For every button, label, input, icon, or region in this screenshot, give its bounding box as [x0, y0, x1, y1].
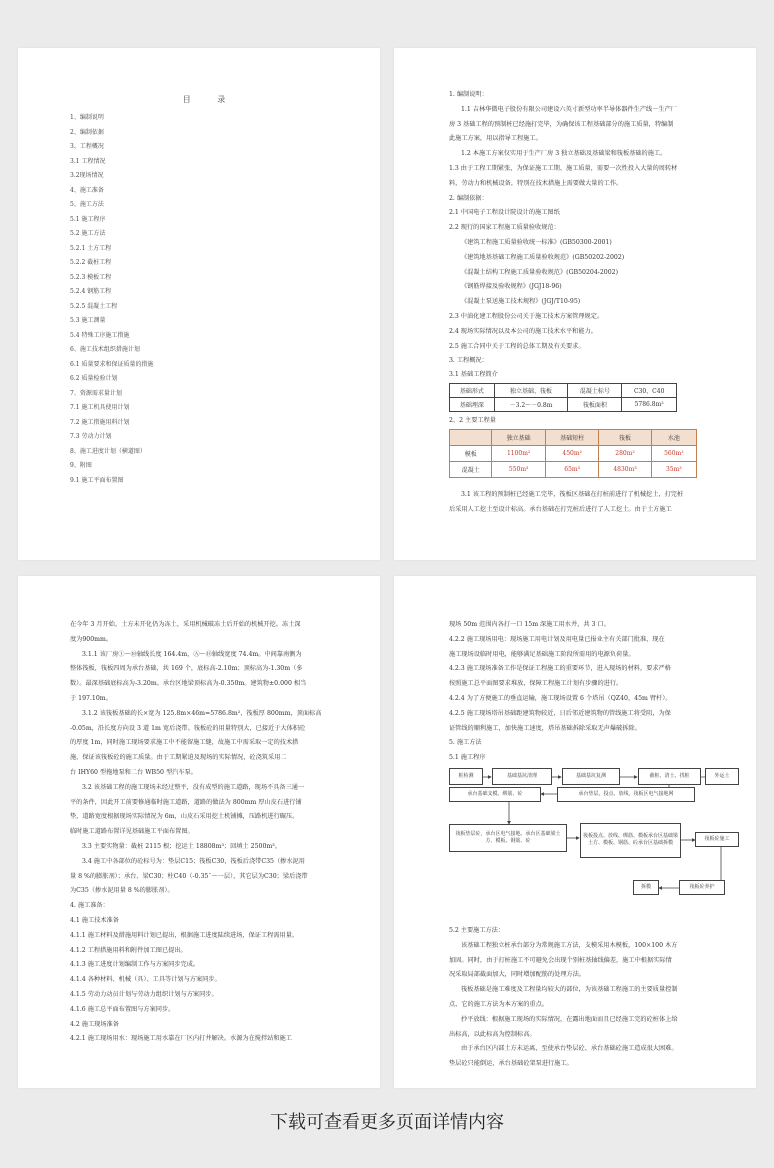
text-line: 4.1.2 工程措施用料和附件加工图已提出。	[70, 946, 187, 954]
quantity-table	[449, 429, 697, 478]
toc-list	[70, 111, 350, 488]
page-4	[394, 576, 756, 1088]
text-line: 《建筑地基基础工程施工质量验收规范》(GB50202-2002)	[461, 253, 625, 261]
text-line: 4.2.1 施工现场用水：现场施工用水靠在厂区内打井解决。水源为在搅拌站和施工	[70, 1035, 292, 1043]
toc-item: 4、施工准备	[70, 186, 104, 194]
flow-box-cap-formwork: 承台基础支模、绑筋、砼	[449, 787, 541, 802]
text-line: 3.1.1 该厂房①～⑩轴线长度 164.4m，Ⓐ～Ⓗ轴线宽度 74.4m。中间靠南侧为	[82, 650, 302, 658]
toc-item: 5.2.2 截桩工程	[70, 259, 112, 266]
flow-box-remove-form: 拆模	[633, 880, 659, 895]
table-header-cell: 筏板	[599, 430, 651, 446]
table-header-cell: 基础短柱	[545, 430, 598, 446]
toc-item: 6.2 质量检验计划	[70, 375, 118, 382]
text-line: 垫，道路宽度根据现场实际情况为 6m，山皮石采用挖土机铺摊，压路机进行碾压。	[70, 813, 299, 821]
flow-box-raft-cushion: 筏板垫层砼，承台区电气接地、承台区基础梁土方、模板、钢筋、砼	[449, 824, 567, 852]
text-line: 现场 50m 范围内各打一口 15m 深施工用水井，共 3 口。	[449, 621, 610, 628]
text-line: 4.1 施工技术准备	[70, 916, 119, 924]
text-line: 1. 编制说明：	[449, 91, 488, 98]
page-3	[18, 576, 380, 1088]
text-line: 为C35（掺水泥用量 8 %的膨胀剂）。	[70, 887, 174, 895]
text-line: 4.1.5 劳动力动员计划与劳动力组织计划与方案同步。	[70, 990, 218, 998]
foundation-summary-table	[449, 383, 677, 412]
text-line: 1.3 由于工程工期紧张，为保证施工工期、施工质量，需要一次性投入大量的周转材	[449, 164, 678, 172]
table-cell: 模板	[450, 446, 492, 462]
toc-item: 7、资源需求量计划	[70, 389, 122, 397]
text-line: 3.1 该工程的预制桩已经施工完毕，筏板区基础在打桩前进行了机械挖土，打完桩	[461, 491, 684, 499]
page-3-text	[70, 618, 358, 1047]
table-cell: 5786.8m²	[622, 398, 677, 412]
table-cell: 550m³	[492, 462, 545, 478]
table2-caption: 2、2 主要工程量	[449, 417, 496, 425]
text-line: 2.4 现场实际情况以及本公司的施工技术水平和能力。	[449, 327, 597, 335]
text-line: 4.2 施工现场准备	[70, 1020, 119, 1028]
table-cell: 独立基础、筏板	[494, 384, 568, 398]
text-line: 该基础工程独立桩承台部分为常规施工方法，支模采用木模板，100×100 木方	[461, 941, 678, 949]
table-row	[450, 384, 677, 398]
toc-item: 5.2 施工方法	[70, 230, 106, 237]
text-line: 4.1.1 施工材料及措施用料计划已提出，根据施工进度陆续进场，保证工程需用量。	[70, 931, 299, 939]
text-line: 施，保证该筏板砼的施工质量。由于工期紧迫及现场的实际情况，砼浇筑采用二	[70, 754, 287, 762]
toc-item: 7.2 施工措施用料计划	[70, 418, 130, 426]
table-cell: 混凝土标号	[568, 384, 622, 398]
text-line: 2.2 现行的国家工程施工质量验收规范：	[449, 224, 560, 232]
text-line: 4.1.3 施工进度计划编制工作与方案同步完成。	[70, 961, 200, 969]
page-2-text-a	[449, 88, 734, 369]
toc-item: 6、施工技术组织措施计划	[70, 346, 140, 353]
text-line: 2.3 中油化建工程股份公司关于施工技术方案管理规定。	[449, 312, 604, 320]
text-line: 4.2.2 施工现场用电：现场施工用电计划及用电量已报业主有关部门批准，现在	[449, 635, 665, 643]
text-line: 3.4 施工中各部位的砼标号为：垫层C15；筏板C30，筏板后浇带C35（掺水泥用	[82, 857, 305, 865]
toc-item: 3、工程概况	[70, 143, 104, 150]
page-2	[394, 48, 756, 560]
text-line: 5.1 施工程序	[449, 754, 486, 762]
text-line: 1.1 吉林华微电子股份有限公司建设六英寸新型功率半导体器件生产线－生产厂	[461, 105, 677, 113]
toc-title: 目 录	[182, 95, 238, 104]
flow-box-pit-survey: 基础基坑复测	[562, 768, 620, 785]
table-cell: 4830m³	[599, 462, 651, 478]
text-line: 《混凝土结构工程施工质量验收规范》(GB50204-2002)	[461, 268, 619, 276]
table1-caption: 3.1 基础工程简介	[449, 371, 498, 379]
text-line: 3.2 该基础工程的施工现场未经过整平，没有成型的施工道路，现场不具备三通一	[82, 783, 305, 791]
text-line: 5.2 主要施工方法：	[449, 926, 505, 934]
text-line: 由于承台区内部土方未运离，至使承台垫层砼、承台基础砼施工造成很大困难。	[461, 1045, 678, 1053]
text-line: 的厚度 1m，同时施工现场要求施工中不能留施工缝，故施工中需采取一定的技术措	[70, 739, 299, 747]
text-line: 4.1.4 各种材料、机械（具）、工具等计划与方案同步。	[70, 976, 221, 984]
table-row	[450, 462, 697, 478]
table-cell: －3.2～－0.8m	[494, 398, 568, 412]
page-2-text-b	[449, 488, 734, 518]
flow-box-cut-pile: 截桩、清土、找桩	[638, 768, 701, 785]
toc-item: 3.2现场情况	[70, 172, 104, 179]
text-line: 筏板基础是施工难度及工程量均较大的部位，为该基础工程施工的主要质量控制	[461, 986, 678, 994]
flow-box-pile-test: 桩检测	[449, 768, 483, 785]
toc-item: 5.4 特殊工序施工措施	[70, 331, 130, 339]
table-cell: 450m²	[545, 446, 598, 462]
text-line: 整体筏板，筏板四周为承台基础，共 169 个，底标高-2.10m；顶标高为-1.30m（多	[70, 665, 303, 673]
text-line: 在今年 3 月开始，土方未开化仍为冻土，采用机械破冻土后开始的机械开挖。冻土深	[70, 621, 301, 628]
table-cell: 65m³	[545, 462, 598, 478]
download-more-footer: 下载可查看更多页面详情内容	[270, 1112, 504, 1133]
text-line: 4.2.3 施工现场准备工作是保证工程施工的重要环节，进入现场的材料，要求严格	[449, 665, 671, 673]
text-line: 临时施工道路布置详见基础施工平面布置图。	[70, 828, 194, 836]
flow-box-raft-rebar: 筏板投点、放线、绑筋、模板承台区基础梁土方、模板、钢筋、砼承台区基础拆模	[580, 823, 681, 858]
flow-box-soil-out: 外运土	[705, 768, 739, 785]
text-line: 2.1 中国电子工程设计院设计的施工图纸	[449, 209, 560, 217]
table-cell: 280m²	[599, 446, 651, 462]
text-line: 度为900mm。	[70, 635, 113, 643]
flow-box-pit-clean: 基础基坑清理	[492, 768, 552, 785]
flow-box-raft-concrete: 筏板砼施工	[695, 832, 739, 847]
toc-item: 5.2.3 模板工程	[70, 273, 112, 281]
text-line: 《建筑工程施工质量验收统一标准》(GB50300-2001)	[461, 238, 612, 246]
text-line: 按照施工总平面图要求堆放，保障工程施工计划有步骤的进行。	[449, 680, 623, 688]
text-line: 4.1.6 施工总平面布置图与方案同步。	[70, 1005, 175, 1013]
text-line: 台 IHY60 型拖地泵和二台 WB50 型汽车泵。	[70, 768, 197, 776]
text-line: 3.1.2 该筏板基础的长×宽为 125.8m×46m=5786.8m²，筏板厚 800mm，顶面标高	[82, 709, 322, 717]
toc-item: 5.3 施工测量	[70, 317, 106, 324]
text-line: 1.2 本施工方案仅实用于生产厂房 3 独立基础及基础梁和筏板基础的施工。	[461, 150, 667, 158]
text-line: 况采取局部截面加大，同时增加配筋的处理方法。	[449, 971, 586, 979]
text-line: 施工现场设临时用电，能够满足基础施工阶段所需用的电源负荷量。	[449, 650, 635, 658]
text-line: 此施工方案，用以指导工程施工。	[449, 135, 542, 143]
text-line: 《混凝土泵送施工技术规程》(JGJ/T10-95)	[461, 298, 581, 306]
table-cell: 混凝土	[450, 462, 492, 478]
toc-item: 8、施工进度计划（横道图）	[70, 447, 146, 455]
text-line: 垫层砼只能倒运，承台基础砼架泵进行施工。	[449, 1060, 573, 1068]
text-line: -0.05m，沿长度方向设 3 道 1m 宽后浇带。筏板砼的用量特别大，已接近于大体积砼	[70, 724, 306, 732]
text-line: 后采用人工挖土至设计标高。承台基础在打完桩后进行了人工挖土。由于土方施工	[449, 505, 672, 513]
table-header-cell: 独立基础	[492, 430, 545, 446]
text-line: 于 197.10m。	[70, 694, 112, 702]
table-row	[450, 446, 697, 462]
text-line: 量 8 %的膨胀剂）；承台、梁C30；柱C40（-0.35¯～一层），其它层为C30；梁后浇带	[70, 872, 308, 880]
text-line: 4.2.4 为了方便施工的垂直运输，施工现场设置 6 个塔吊（QZ40，45m 臂杆）。	[449, 694, 672, 702]
text-line: 点，它的施工方法为本方案的重点。	[449, 1000, 548, 1008]
table-header-cell: 水池	[651, 430, 696, 446]
text-line: 3.3 主要实物量：截桩 2115 根；挖运土 18808m³；回填土 2500m³。	[82, 842, 281, 850]
text-line: 2. 编制依据：	[449, 194, 488, 202]
text-line: 房 3 基础工程的预制桩已经施打完毕，为确保该工程基础部分的施工质量，特编制	[449, 120, 674, 128]
text-line: 4. 施工准备：	[70, 902, 109, 910]
flow-box-cap-cushion: 承台垫层，投点、放线，筏板区电气接地网	[557, 787, 695, 802]
toc-item: 7.3 劳动力计划	[70, 433, 112, 440]
toc-item: 5.2.5 混凝土工程	[70, 302, 118, 310]
table-row	[450, 398, 677, 412]
toc-item: 5.2.1 土方工程	[70, 244, 112, 252]
construction-flowchart	[449, 768, 739, 918]
toc-page	[18, 48, 380, 560]
text-line: 《钢筋焊接及验收规程》(JGJ18-96)	[461, 283, 562, 291]
table-header-cell	[450, 430, 492, 446]
table-cell: 基础埋深	[450, 398, 495, 412]
table-cell: C30、C40	[622, 384, 677, 398]
table-cell: 筏板面积	[568, 398, 622, 412]
table-cell: 560m²	[651, 446, 696, 462]
toc-item: 9、附图	[70, 462, 92, 469]
page-4-text-a	[449, 618, 734, 766]
text-line: 4.2.5 施工现场塔吊基础距建筑物较近，日后邻近建筑物的管线施工将受阻，为保	[449, 709, 671, 717]
toc-item: 3.1 工程情况	[70, 157, 106, 165]
text-line: 加固。同时，由于打桩施工不可避免会出现个别桩基轴线偏差，施工中根据实际情	[449, 956, 672, 964]
toc-item: 1、编制说明	[70, 114, 104, 121]
toc-item: 2、编制依据	[70, 128, 104, 136]
text-line: 证管线的顺利施工，加快施工速度，塔吊基础拆除采取无声爆破拆除。	[449, 724, 641, 732]
text-line: 出标高，以此标高为控制标高。	[449, 1030, 536, 1038]
table-cell: 35m³	[651, 462, 696, 478]
text-line: 2.5 施工合同中关于工程的总体工期及有关要求。	[449, 342, 585, 350]
flow-box-curing: 筏板砼养护	[679, 880, 725, 895]
toc-item: 7.1 施工机具使用计划	[70, 404, 130, 411]
text-line: 抄平放线：根据施工现场的实际情况，在露出地面而且已经施工完的砼桩体上给	[461, 1015, 678, 1023]
text-line: 数）。最深基础底标高为-3.20m。承台区地梁顶标高为-0.350m。建筑物±0.000 相当	[70, 680, 307, 688]
text-line: 平的条件，因此开工前要修通临时施工道路，道路的做法为 800mm 厚山皮石进行铺	[70, 798, 302, 806]
toc-item: 6.1 质量要求和保证质量的措施	[70, 360, 154, 368]
page-4-text-b	[449, 924, 734, 1072]
toc-item: 5.1 施工程序	[70, 215, 106, 223]
table-header-row	[450, 430, 697, 446]
toc-item: 9.1 施工平面布置图	[70, 476, 124, 484]
table-cell: 1100m²	[492, 446, 545, 462]
toc-item: 5、施工方法	[70, 201, 104, 208]
text-line: 5. 施工方法	[449, 739, 482, 747]
toc-item: 5.2.4 钢筋工程	[70, 288, 112, 295]
text-line: 料，劳动力和机械设备，特别在技术措施上需要做大量的工作。	[449, 179, 623, 187]
table-cell: 基础形式	[450, 384, 495, 398]
text-line: 3. 工程概况：	[449, 357, 488, 365]
